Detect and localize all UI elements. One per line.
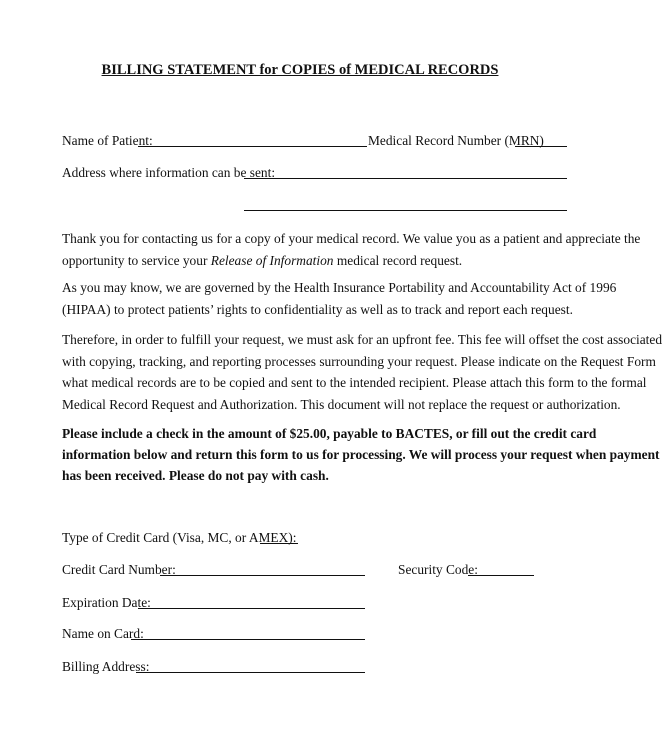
expiration-label: Expiration Date: <box>62 595 151 610</box>
hipaa-line-2: (HIPAA) to protect patients’ rights to confidentiality as well as to track and report each request. <box>62 301 573 317</box>
fee-line-4: Medical Record Request and Authorization. This document will not replace the request or authorization. <box>62 396 621 412</box>
billing-address-label: Billing Address: <box>62 659 150 674</box>
document-title: BILLING STATEMENT for COPIES of MEDICAL RECORDS <box>101 62 499 78</box>
fee-line-2: with copying, tracking, and reporting processes surrounding your request. Please indicate on the Request Form <box>62 353 656 369</box>
card-number-label: Credit Card Number: <box>62 562 176 577</box>
expiration-field[interactable] <box>138 608 365 609</box>
security-code-label: Security Code: <box>398 562 478 577</box>
intro-line-2 <box>62 250 582 272</box>
intro-paragraph <box>62 228 641 271</box>
release-of-information-text: Release of Information <box>210 252 334 268</box>
hipaa-line-1: As you may know, we are governed by the Health Insurance Portability and Accountability Act of 1996 <box>62 280 617 295</box>
fee-line-1: Therefore, in order to fulfill your request, we must ask for an upfront fee. This fee will offset the cost associated <box>62 332 662 347</box>
address-label: Address where information can be sent: <box>62 165 276 180</box>
address-field-line1[interactable] <box>244 178 567 179</box>
payment-line-3: has been received. Please do not pay with cash. <box>62 468 329 484</box>
patient-name-label: Name of Patient: <box>62 133 153 148</box>
card-type-field[interactable] <box>260 543 298 544</box>
card-number-field[interactable] <box>160 575 365 576</box>
intro-line-1: Thank you for contacting us for a copy of your medical record. We value you as a patient and appreciate the <box>62 231 641 246</box>
mrn-label: Medical Record Number (MRN) <box>368 133 544 148</box>
card-type-label: Type of Credit Card (Visa, MC, or AMEX): <box>62 530 297 545</box>
hipaa-paragraph <box>62 277 617 320</box>
payment-line-2: information below and return this form to us for processing. We will process your request when payment <box>62 447 660 463</box>
intro-line-2-pre: opportunity to service your <box>62 252 211 268</box>
fee-paragraph <box>62 329 662 415</box>
name-on-card-label: Name on Card: <box>62 626 144 641</box>
security-code-field[interactable] <box>468 575 534 576</box>
fee-line-3: what medical records are to be copied and sent to the intended recipient. Please attach this form to the formal <box>62 375 647 391</box>
patient-name-field[interactable] <box>138 146 367 147</box>
mrn-field[interactable] <box>515 146 567 147</box>
name-on-card-field[interactable] <box>131 639 365 640</box>
address-field-line2[interactable] <box>244 210 567 211</box>
billing-address-field[interactable] <box>136 672 365 673</box>
intro-line-2-post: medical record request. <box>333 252 463 268</box>
payment-line-1: Please include a check in the amount of $25.00, payable to BACTES, or fill out the credit card <box>62 426 597 441</box>
payment-instructions-paragraph <box>62 423 660 487</box>
